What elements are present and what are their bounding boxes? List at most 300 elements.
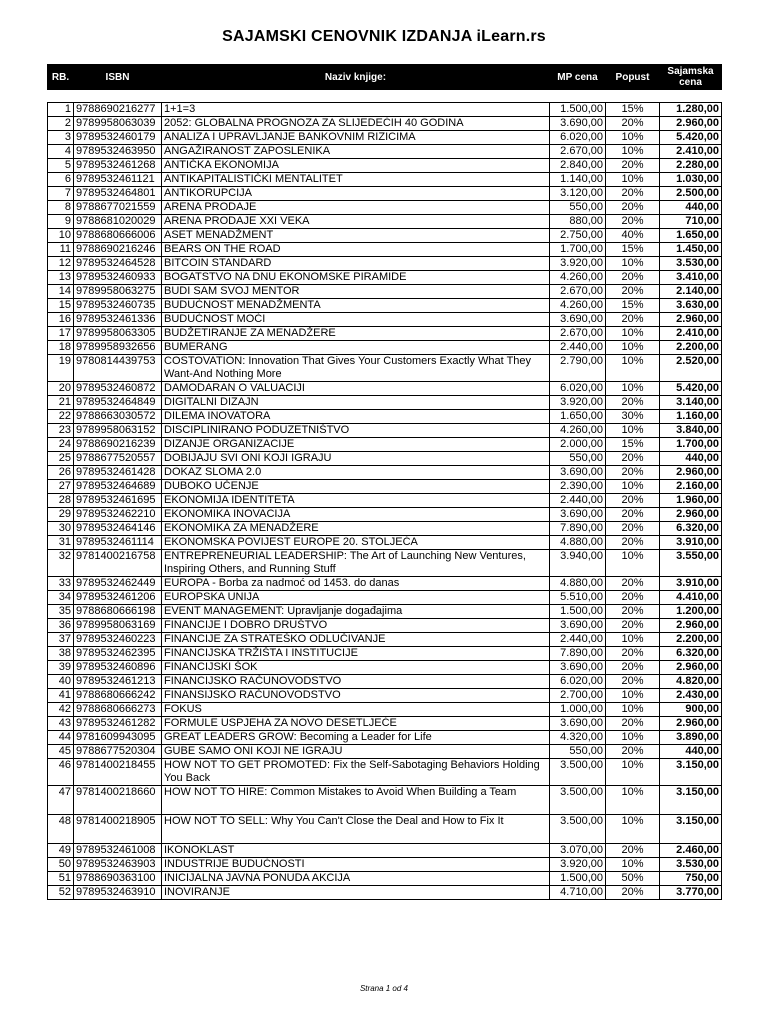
discount-cell: 40% (606, 229, 660, 243)
row-number: 36 (48, 619, 74, 633)
row-number: 17 (48, 327, 74, 341)
table-row (48, 591, 722, 605)
table-row (48, 271, 722, 285)
row-number: 35 (48, 605, 74, 619)
row-number: 31 (48, 536, 74, 550)
isbn-cell: 9788681020029 (74, 215, 162, 229)
fair-price-cell: 2.960,00 (660, 661, 722, 675)
discount-cell: 20% (606, 187, 660, 201)
table-row (48, 313, 722, 327)
fair-price-cell: 3.150,00 (660, 786, 722, 815)
isbn-cell: 9781400218905 (74, 815, 162, 844)
fair-price-cell: 2.280,00 (660, 159, 722, 173)
isbn-cell: 9788690216239 (74, 438, 162, 452)
row-number: 42 (48, 703, 74, 717)
mp-price-cell: 3.690,00 (550, 313, 606, 327)
title-cell: BUMERANG (162, 341, 550, 355)
fair-price-cell: 3.630,00 (660, 299, 722, 313)
discount-cell: 20% (606, 536, 660, 550)
fair-price-cell: 2.960,00 (660, 466, 722, 480)
mp-price-cell: 3.920,00 (550, 396, 606, 410)
title-cell: FINANCIJSKO RAČUNOVODSTVO (162, 675, 550, 689)
fair-price-cell: 2.520,00 (660, 355, 722, 382)
row-number: 12 (48, 257, 74, 271)
mp-price-cell: 6.020,00 (550, 675, 606, 689)
title-cell: ARENA PRODAJE (162, 201, 550, 215)
table-row (48, 745, 722, 759)
mp-price-cell: 2.750,00 (550, 229, 606, 243)
mp-price-cell: 2.440,00 (550, 494, 606, 508)
fair-price-cell: 1.030,00 (660, 173, 722, 187)
discount-cell: 10% (606, 480, 660, 494)
row-number: 34 (48, 591, 74, 605)
discount-cell: 10% (606, 131, 660, 145)
mp-price-cell: 2.670,00 (550, 145, 606, 159)
table-row (48, 257, 722, 271)
row-number: 44 (48, 731, 74, 745)
isbn-cell: 9789532464801 (74, 187, 162, 201)
col-isbn-header: ISBN (74, 65, 162, 90)
fair-price-cell: 4.410,00 (660, 591, 722, 605)
fair-price-cell: 1.700,00 (660, 438, 722, 452)
mp-price-cell: 3.500,00 (550, 815, 606, 844)
title-cell: EUROPA - Borba za nadmoć od 1453. do danas (162, 577, 550, 591)
title-cell: BUDUĆNOST MOĆI (162, 313, 550, 327)
mp-price-cell: 4.260,00 (550, 271, 606, 285)
isbn-cell: 9788690216246 (74, 243, 162, 257)
page-footer: Strana 1 od 4 (359, 984, 409, 993)
title-cell: FINANCIJSKA TRŽIŠTA I INSTITUCIJE (162, 647, 550, 661)
discount-cell: 15% (606, 438, 660, 452)
fair-price-cell: 3.530,00 (660, 257, 722, 271)
isbn-cell: 9789532460872 (74, 382, 162, 396)
table-row (48, 382, 722, 396)
mp-price-cell: 3.500,00 (550, 786, 606, 815)
mp-price-cell: 1.500,00 (550, 872, 606, 886)
mp-price-cell: 2.440,00 (550, 341, 606, 355)
fair-price-cell: 2.430,00 (660, 689, 722, 703)
discount-cell: 10% (606, 145, 660, 159)
table-row (48, 285, 722, 299)
title-cell: ANTIKORUPCIJA (162, 187, 550, 201)
title-cell: GUBE SAMO ONI KOJI NE IGRAJU (162, 745, 550, 759)
fair-price-cell: 5.420,00 (660, 131, 722, 145)
mp-price-cell: 4.880,00 (550, 577, 606, 591)
discount-cell: 10% (606, 382, 660, 396)
discount-cell: 10% (606, 703, 660, 717)
fair-price-cell: 440,00 (660, 201, 722, 215)
discount-cell: 20% (606, 215, 660, 229)
mp-price-cell: 3.920,00 (550, 858, 606, 872)
isbn-cell: 9789532463903 (74, 858, 162, 872)
title-cell: FINANCIJSKI ŠOK (162, 661, 550, 675)
row-number: 26 (48, 466, 74, 480)
mp-price-cell: 2.390,00 (550, 480, 606, 494)
title-cell: DIZANJE ORGANIZACIJE (162, 438, 550, 452)
title-cell: DISCIPLINIRANO PODUZETNIŠTVO (162, 424, 550, 438)
discount-cell: 10% (606, 633, 660, 647)
fair-price-cell: 2.960,00 (660, 117, 722, 131)
table-row (48, 466, 722, 480)
title-cell: INOVIRANJE (162, 886, 550, 900)
title-cell: EVENT MANAGEMENT: Upravljanje događajima (162, 605, 550, 619)
mp-price-cell: 3.940,00 (550, 550, 606, 577)
col-popust-header: Popust (606, 65, 660, 90)
fair-price-cell: 6.320,00 (660, 522, 722, 536)
isbn-cell: 9789532462210 (74, 508, 162, 522)
discount-cell: 20% (606, 494, 660, 508)
title-cell: ASET MENADŽMENT (162, 229, 550, 243)
table-row (48, 619, 722, 633)
mp-price-cell: 3.690,00 (550, 661, 606, 675)
spacer-row (48, 90, 722, 103)
fair-price-cell: 3.910,00 (660, 577, 722, 591)
fair-price-cell: 2.140,00 (660, 285, 722, 299)
row-number: 49 (48, 844, 74, 858)
table-row (48, 438, 722, 452)
title-cell: HOW NOT TO SELL: Why You Can't Close the Deal and How to Fix It (162, 815, 550, 844)
title-cell: DOKAZ SLOMA 2.0 (162, 466, 550, 480)
fair-price-cell: 3.840,00 (660, 424, 722, 438)
title-cell: IKONOKLAST (162, 844, 550, 858)
table-row (48, 173, 722, 187)
discount-cell: 15% (606, 103, 660, 117)
row-number: 32 (48, 550, 74, 577)
title-cell: ANGAŽIRANOST ZAPOSLENIKA (162, 145, 550, 159)
row-number: 45 (48, 745, 74, 759)
isbn-cell: 9789532461695 (74, 494, 162, 508)
title-cell: 1+1=3 (162, 103, 550, 117)
title-cell: BITCOIN STANDARD (162, 257, 550, 271)
mp-price-cell: 1.000,00 (550, 703, 606, 717)
discount-cell: 50% (606, 872, 660, 886)
mp-price-cell: 4.260,00 (550, 299, 606, 313)
table-row (48, 689, 722, 703)
table-row (48, 452, 722, 466)
title-cell: BEARS ON THE ROAD (162, 243, 550, 257)
discount-cell: 10% (606, 550, 660, 577)
mp-price-cell: 3.070,00 (550, 844, 606, 858)
discount-cell: 10% (606, 173, 660, 187)
discount-cell: 20% (606, 844, 660, 858)
row-number: 52 (48, 886, 74, 900)
discount-cell: 10% (606, 355, 660, 382)
title-cell: COSTOVATION: Innovation That Gives Your Customers Exactly What They Want-And Nothing More (162, 355, 550, 382)
fair-price-cell: 3.150,00 (660, 815, 722, 844)
row-number: 6 (48, 173, 74, 187)
fair-price-cell: 3.910,00 (660, 536, 722, 550)
fair-price-cell: 3.890,00 (660, 731, 722, 745)
discount-cell: 20% (606, 285, 660, 299)
row-number: 25 (48, 452, 74, 466)
fair-price-cell: 2.960,00 (660, 313, 722, 327)
title-cell: EUROPSKA UNIJA (162, 591, 550, 605)
fair-price-cell: 6.320,00 (660, 647, 722, 661)
row-number: 30 (48, 522, 74, 536)
price-table (47, 64, 722, 900)
isbn-cell: 9789532461213 (74, 675, 162, 689)
fair-price-cell: 440,00 (660, 745, 722, 759)
table-row (48, 396, 722, 410)
table-row (48, 550, 722, 577)
row-number: 39 (48, 661, 74, 675)
title-cell: DOBIJAJU SVI ONI KOJI IGRAJU (162, 452, 550, 466)
table-row (48, 103, 722, 117)
title-cell: GREAT LEADERS GROW: Becoming a Leader for Life (162, 731, 550, 745)
isbn-cell: 9789532461121 (74, 173, 162, 187)
discount-cell: 20% (606, 117, 660, 131)
mp-price-cell: 1.500,00 (550, 103, 606, 117)
discount-cell: 20% (606, 466, 660, 480)
fair-price-cell: 750,00 (660, 872, 722, 886)
discount-cell: 30% (606, 410, 660, 424)
isbn-cell: 9788690216277 (74, 103, 162, 117)
table-row (48, 786, 722, 815)
table-row (48, 201, 722, 215)
isbn-cell: 9788690363100 (74, 872, 162, 886)
fair-price-cell: 3.410,00 (660, 271, 722, 285)
fair-price-cell: 2.200,00 (660, 633, 722, 647)
title-cell: ARENA PRODAJE XXI VEKA (162, 215, 550, 229)
page-title: SAJAMSKI CENOVNIK IZDANJA iLearn.rs (222, 28, 546, 45)
discount-cell: 20% (606, 313, 660, 327)
mp-price-cell: 6.020,00 (550, 382, 606, 396)
fair-price-cell: 2.410,00 (660, 327, 722, 341)
table-row (48, 858, 722, 872)
discount-cell: 20% (606, 201, 660, 215)
discount-cell: 20% (606, 271, 660, 285)
title-cell: EKONOMIKA ZA MENADŽERE (162, 522, 550, 536)
isbn-cell: 9788680666273 (74, 703, 162, 717)
discount-cell: 15% (606, 243, 660, 257)
discount-cell: 20% (606, 452, 660, 466)
row-number: 47 (48, 786, 74, 815)
discount-cell: 20% (606, 577, 660, 591)
row-number: 50 (48, 858, 74, 872)
table-row (48, 759, 722, 786)
title-cell: FINANCIJE I DOBRO DRUŠTVO (162, 619, 550, 633)
isbn-cell: 9789532461336 (74, 313, 162, 327)
row-number: 7 (48, 187, 74, 201)
discount-cell: 20% (606, 159, 660, 173)
table-row (48, 341, 722, 355)
isbn-cell: 9789532461114 (74, 536, 162, 550)
mp-price-cell: 550,00 (550, 201, 606, 215)
row-number: 51 (48, 872, 74, 886)
fair-price-cell: 1.280,00 (660, 103, 722, 117)
isbn-cell: 9781400218455 (74, 759, 162, 786)
title-cell: ANTIKAPITALISTIČKI MENTALITET (162, 173, 550, 187)
discount-cell: 10% (606, 689, 660, 703)
row-number: 37 (48, 633, 74, 647)
fair-price-cell: 2.500,00 (660, 187, 722, 201)
title-cell: DAMODARAN O VALUACIJI (162, 382, 550, 396)
mp-price-cell: 2.000,00 (550, 438, 606, 452)
row-number: 4 (48, 145, 74, 159)
mp-price-cell: 1.700,00 (550, 243, 606, 257)
fair-price-cell: 900,00 (660, 703, 722, 717)
mp-price-cell: 4.260,00 (550, 424, 606, 438)
isbn-cell: 9789532461428 (74, 466, 162, 480)
isbn-cell: 9781609943095 (74, 731, 162, 745)
fair-price-cell: 2.410,00 (660, 145, 722, 159)
isbn-cell: 9788663030572 (74, 410, 162, 424)
title-cell: INICIJALNA JAVNA PONUDA AKCIJA (162, 872, 550, 886)
table-row (48, 410, 722, 424)
discount-cell: 10% (606, 424, 660, 438)
row-number: 19 (48, 355, 74, 382)
isbn-cell: 9789532460735 (74, 299, 162, 313)
fair-price-cell: 1.450,00 (660, 243, 722, 257)
fair-price-cell: 710,00 (660, 215, 722, 229)
fair-price-cell: 4.820,00 (660, 675, 722, 689)
isbn-cell: 9789958063152 (74, 424, 162, 438)
table-row (48, 187, 722, 201)
mp-price-cell: 7.890,00 (550, 522, 606, 536)
fair-price-cell: 3.550,00 (660, 550, 722, 577)
mp-price-cell: 2.440,00 (550, 633, 606, 647)
table-row (48, 731, 722, 745)
row-number: 16 (48, 313, 74, 327)
isbn-cell: 9789532462449 (74, 577, 162, 591)
isbn-cell: 9788677520557 (74, 452, 162, 466)
title-cell: BUDŽETIRANJE ZA MENADŽERE (162, 327, 550, 341)
row-number: 23 (48, 424, 74, 438)
isbn-cell: 9789532464689 (74, 480, 162, 494)
discount-cell: 20% (606, 745, 660, 759)
row-number: 8 (48, 201, 74, 215)
title-cell: FOKUS (162, 703, 550, 717)
mp-price-cell: 550,00 (550, 452, 606, 466)
col-sajamska-header: Sajamska cena (660, 65, 722, 90)
row-number: 18 (48, 341, 74, 355)
discount-cell: 20% (606, 886, 660, 900)
mp-price-cell: 3.690,00 (550, 717, 606, 731)
table-row (48, 215, 722, 229)
row-number: 43 (48, 717, 74, 731)
row-number: 1 (48, 103, 74, 117)
title-cell: FINANSIJSKO RAČUNOVODSTVO (162, 689, 550, 703)
isbn-cell: 9789958063305 (74, 327, 162, 341)
mp-price-cell: 1.650,00 (550, 410, 606, 424)
discount-cell: 10% (606, 786, 660, 815)
discount-cell: 20% (606, 647, 660, 661)
discount-cell: 20% (606, 522, 660, 536)
isbn-cell: 9788680666242 (74, 689, 162, 703)
title-cell: FORMULE USPJEHA ZA NOVO DESETLJEĆE (162, 717, 550, 731)
table-row (48, 229, 722, 243)
title-cell: FINANCIJE ZA STRATEŠKO ODLUČIVANJE (162, 633, 550, 647)
table-row (48, 480, 722, 494)
row-number: 46 (48, 759, 74, 786)
table-row (48, 159, 722, 173)
row-number: 3 (48, 131, 74, 145)
title-cell: ENTREPRENEURIAL LEADERSHIP: The Art of Launching New Ventures, Inspiring Others, and Running Stuff (162, 550, 550, 577)
table-row (48, 844, 722, 858)
isbn-cell: 9789532461268 (74, 159, 162, 173)
mp-price-cell: 3.690,00 (550, 619, 606, 633)
isbn-cell: 9789532460896 (74, 661, 162, 675)
mp-price-cell: 5.510,00 (550, 591, 606, 605)
row-number: 9 (48, 215, 74, 229)
isbn-cell: 9788680666006 (74, 229, 162, 243)
discount-cell: 10% (606, 759, 660, 786)
discount-cell: 10% (606, 815, 660, 844)
discount-cell: 20% (606, 717, 660, 731)
isbn-cell: 9789958063275 (74, 285, 162, 299)
table-row (48, 494, 722, 508)
table-row (48, 243, 722, 257)
fair-price-cell: 2.160,00 (660, 480, 722, 494)
title-cell: DIGITALNI DIZAJN (162, 396, 550, 410)
isbn-cell: 9788677520304 (74, 745, 162, 759)
row-number: 28 (48, 494, 74, 508)
table-row (48, 299, 722, 313)
title-cell: HOW NOT TO GET PROMOTED: Fix the Self-Sabotaging Behaviors Holding You Back (162, 759, 550, 786)
discount-cell: 10% (606, 341, 660, 355)
isbn-cell: 9789532461206 (74, 591, 162, 605)
mp-price-cell: 3.690,00 (550, 117, 606, 131)
fair-price-cell: 2.460,00 (660, 844, 722, 858)
isbn-cell: 9789958063169 (74, 619, 162, 633)
isbn-cell: 9781400218660 (74, 786, 162, 815)
row-number: 24 (48, 438, 74, 452)
isbn-cell: 9789532463950 (74, 145, 162, 159)
fair-price-cell: 3.140,00 (660, 396, 722, 410)
fair-price-cell: 1.650,00 (660, 229, 722, 243)
fair-price-cell: 2.960,00 (660, 619, 722, 633)
table-row (48, 703, 722, 717)
row-number: 13 (48, 271, 74, 285)
row-number: 27 (48, 480, 74, 494)
row-number: 40 (48, 675, 74, 689)
discount-cell: 10% (606, 858, 660, 872)
row-number: 2 (48, 117, 74, 131)
fair-price-cell: 1.960,00 (660, 494, 722, 508)
row-number: 11 (48, 243, 74, 257)
mp-price-cell: 2.700,00 (550, 689, 606, 703)
discount-cell: 10% (606, 257, 660, 271)
mp-price-cell: 2.670,00 (550, 285, 606, 299)
table-row (48, 647, 722, 661)
mp-price-cell: 3.690,00 (550, 508, 606, 522)
fair-price-cell: 3.770,00 (660, 886, 722, 900)
isbn-cell: 9789532464146 (74, 522, 162, 536)
fair-price-cell: 2.960,00 (660, 508, 722, 522)
title-cell: ANALIZA I UPRAVLJANJE BANKOVNIM RIZICIMA (162, 131, 550, 145)
title-cell: EKONOMIJA IDENTITETA (162, 494, 550, 508)
row-number: 41 (48, 689, 74, 703)
mp-price-cell: 1.500,00 (550, 605, 606, 619)
isbn-cell: 9789532460223 (74, 633, 162, 647)
table-row (48, 886, 722, 900)
mp-price-cell: 3.500,00 (550, 759, 606, 786)
mp-price-cell: 2.840,00 (550, 159, 606, 173)
table-row (48, 327, 722, 341)
isbn-cell: 9780814439753 (74, 355, 162, 382)
fair-price-cell: 2.200,00 (660, 341, 722, 355)
mp-price-cell: 4.320,00 (550, 731, 606, 745)
row-number: 20 (48, 382, 74, 396)
mp-price-cell: 6.020,00 (550, 131, 606, 145)
title-cell: BUDI SAM SVOJ MENTOR (162, 285, 550, 299)
discount-cell: 20% (606, 605, 660, 619)
col-mp-header: MP cena (550, 65, 606, 90)
row-number: 21 (48, 396, 74, 410)
title-cell: HOW NOT TO HIRE: Common Mistakes to Avoid When Building a Team (162, 786, 550, 815)
row-number: 14 (48, 285, 74, 299)
row-number: 33 (48, 577, 74, 591)
